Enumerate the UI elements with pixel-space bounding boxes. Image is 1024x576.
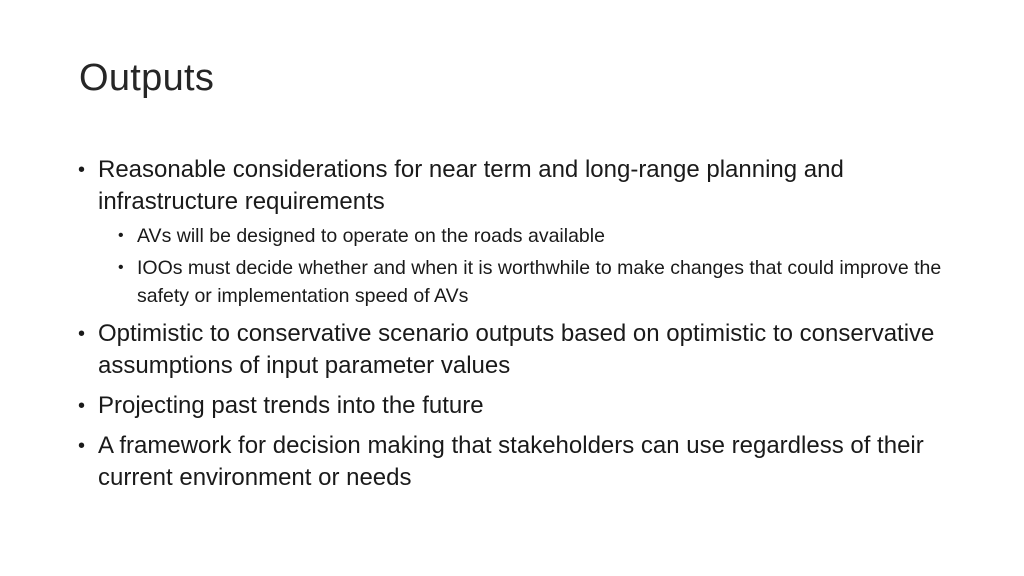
bullet-item (78, 430, 958, 494)
bullet-text: Projecting past trends into the future (98, 392, 484, 419)
sub-bullet-list (98, 222, 958, 310)
bullet-dot-icon: • (78, 323, 86, 345)
bullet-text: Reasonable considerations for near term and long-range planning and infrastructure requirements (98, 156, 844, 215)
bullet-dot-icon: • (118, 227, 124, 244)
bullet-text: A framework for decision making that stakeholders can use regardless of their current environment or needs (98, 432, 924, 491)
bullet-item (78, 318, 958, 382)
sub-bullet-item (118, 222, 958, 250)
bullet-text: Optimistic to conservative scenario outputs based on optimistic to conservative assumptions of input parameter values (98, 320, 935, 379)
bullet-list (78, 154, 958, 502)
bullet-item (78, 154, 958, 310)
bullet-dot-icon: • (78, 435, 86, 457)
sub-bullet-text: AVs will be designed to operate on the roads available (137, 225, 605, 247)
bullet-dot-icon: • (118, 259, 124, 276)
bullet-dot-icon: • (78, 159, 86, 181)
slide-title: Outputs (79, 57, 215, 99)
sub-bullet-text: IOOs must decide whether and when it is worthwhile to make changes that could improve the safety or implementation speed of AVs (137, 257, 942, 307)
sub-bullet-item (118, 254, 958, 310)
bullet-dot-icon: • (78, 395, 86, 417)
bullet-item (78, 390, 958, 422)
